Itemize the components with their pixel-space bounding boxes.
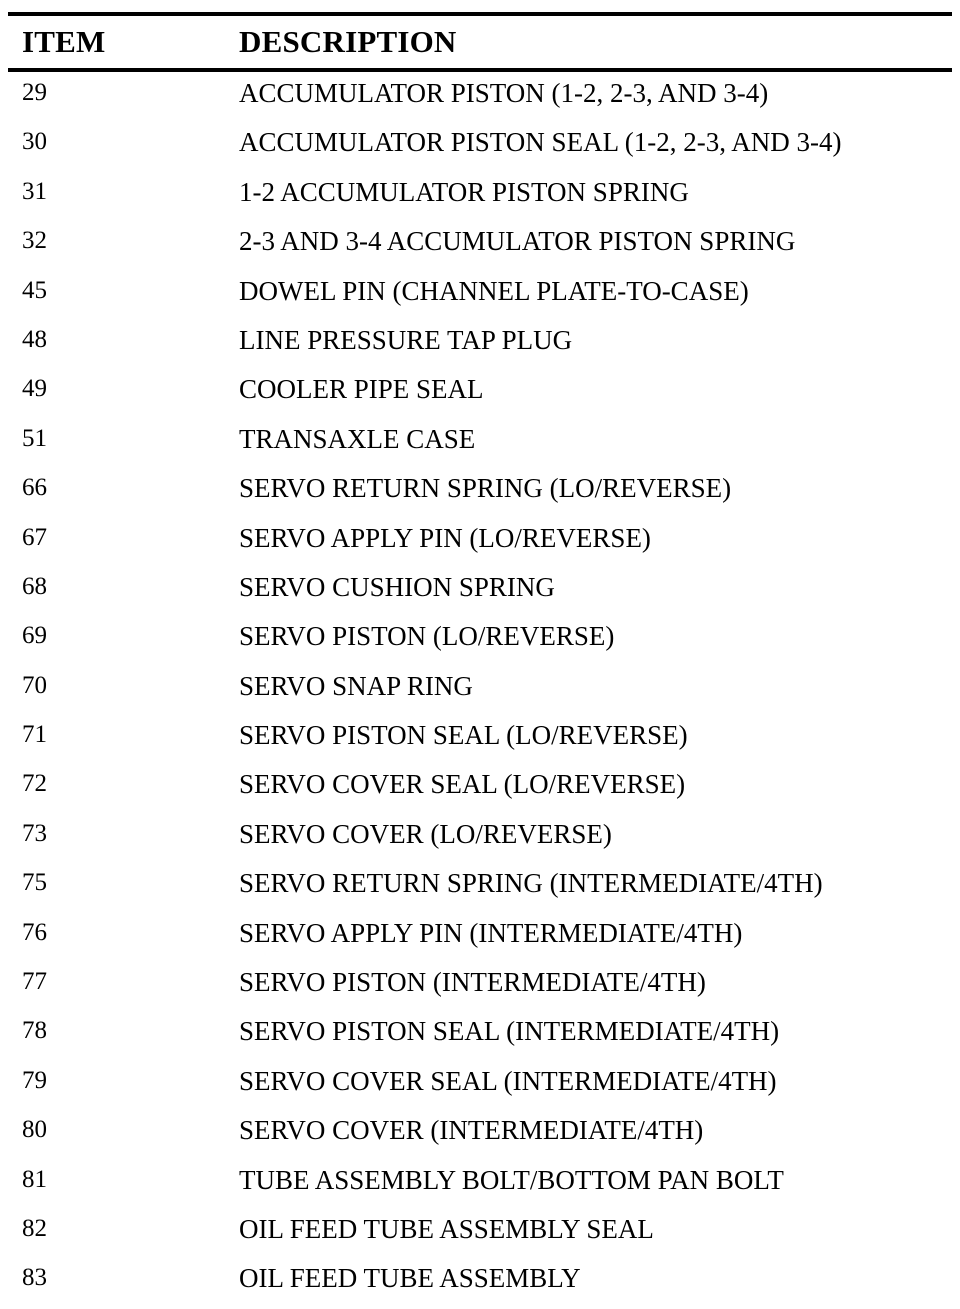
table-row	[8, 222, 952, 271]
table-row	[8, 1259, 952, 1308]
table-row	[8, 667, 952, 716]
header-item: ITEM	[22, 24, 106, 59]
item-number: 83	[22, 1264, 47, 1292]
item-description: SERVO PISTON SEAL (INTERMEDIATE/4TH)	[239, 1016, 780, 1047]
item-number: 30	[22, 128, 47, 156]
item-number: 71	[22, 721, 47, 749]
item-description: SERVO PISTON (LO/REVERSE)	[239, 621, 615, 652]
item-number: 29	[22, 79, 47, 106]
parts-table	[8, 12, 952, 1309]
item-number: 68	[22, 572, 47, 600]
table-row	[8, 716, 952, 765]
item-description: COOLER PIPE SEAL	[239, 374, 484, 405]
table-row	[8, 1062, 952, 1111]
table-row	[8, 963, 952, 1012]
item-description: ACCUMULATOR PISTON (1-2, 2-3, AND 3-4)	[239, 78, 769, 108]
item-description: SERVO PISTON SEAL (LO/REVERSE)	[239, 720, 688, 751]
item-description: DOWEL PIN (CHANNEL PLATE-TO-CASE)	[239, 275, 749, 306]
table-row	[8, 765, 952, 814]
table-row	[8, 914, 952, 963]
table-row	[8, 173, 952, 222]
item-description: SERVO PISTON (INTERMEDIATE/4TH)	[239, 967, 706, 998]
item-description: SERVO SNAP RING	[239, 670, 473, 701]
item-number: 48	[22, 325, 47, 353]
table-row	[8, 519, 952, 568]
item-number: 49	[22, 375, 47, 403]
table-row	[8, 272, 952, 321]
item-description: TUBE ASSEMBLY BOLT/BOTTOM PAN BOLT	[239, 1164, 784, 1195]
item-description: SERVO APPLY PIN (INTERMEDIATE/4TH)	[239, 917, 743, 948]
header-description: DESCRIPTION	[239, 24, 457, 59]
table-row	[8, 469, 952, 518]
table-row	[8, 815, 952, 864]
item-description: SERVO COVER (LO/REVERSE)	[239, 818, 612, 849]
table-header	[8, 16, 952, 68]
item-description: OIL FEED TUBE ASSEMBLY	[239, 1263, 581, 1294]
item-description: OIL FEED TUBE ASSEMBLY SEAL	[239, 1213, 654, 1244]
item-description: SERVO COVER SEAL (INTERMEDIATE/4TH)	[239, 1065, 777, 1096]
item-number: 72	[22, 770, 47, 798]
table-row	[8, 864, 952, 913]
table-row	[8, 1161, 952, 1210]
item-number: 73	[22, 819, 47, 847]
table-body	[8, 72, 952, 1309]
item-number: 76	[22, 918, 47, 946]
item-number: 80	[22, 1116, 47, 1144]
item-description: 1-2 ACCUMULATOR PISTON SPRING	[239, 176, 689, 207]
item-number: 66	[22, 474, 47, 502]
item-number: 67	[22, 523, 47, 551]
table-row	[8, 1210, 952, 1259]
table-row	[8, 321, 952, 370]
table-row	[8, 420, 952, 469]
item-number: 70	[22, 671, 47, 699]
item-description: TRANSAXLE CASE	[239, 423, 476, 454]
item-number: 82	[22, 1214, 47, 1242]
item-number: 77	[22, 968, 47, 996]
item-description: SERVO RETURN SPRING (INTERMEDIATE/4TH)	[239, 868, 823, 899]
item-number: 32	[22, 227, 47, 255]
item-number: 79	[22, 1066, 47, 1094]
item-description: ACCUMULATOR PISTON SEAL (1-2, 2-3, AND 3-4)	[239, 127, 842, 158]
table-row	[8, 568, 952, 617]
table-row	[8, 370, 952, 419]
item-description: SERVO RETURN SPRING (LO/REVERSE)	[239, 473, 732, 504]
item-number: 78	[22, 1017, 47, 1045]
item-number: 69	[22, 622, 47, 650]
item-description: SERVO CUSHION SPRING	[239, 571, 555, 602]
item-description: SERVO APPLY PIN (LO/REVERSE)	[239, 522, 651, 553]
item-description: SERVO COVER SEAL (LO/REVERSE)	[239, 769, 686, 800]
item-description: SERVO COVER (INTERMEDIATE/4TH)	[239, 1115, 704, 1146]
item-number: 31	[22, 177, 47, 205]
table-row	[8, 1111, 952, 1160]
table-row	[8, 123, 952, 172]
table-row	[8, 1012, 952, 1061]
table-row	[8, 617, 952, 666]
item-description: 2-3 AND 3-4 ACCUMULATOR PISTON SPRING	[239, 226, 796, 257]
table-row	[8, 74, 952, 123]
item-number: 51	[22, 424, 47, 452]
item-number: 81	[22, 1165, 47, 1193]
item-number: 45	[22, 276, 47, 304]
item-number: 75	[22, 869, 47, 897]
item-description: LINE PRESSURE TAP PLUG	[239, 324, 573, 355]
